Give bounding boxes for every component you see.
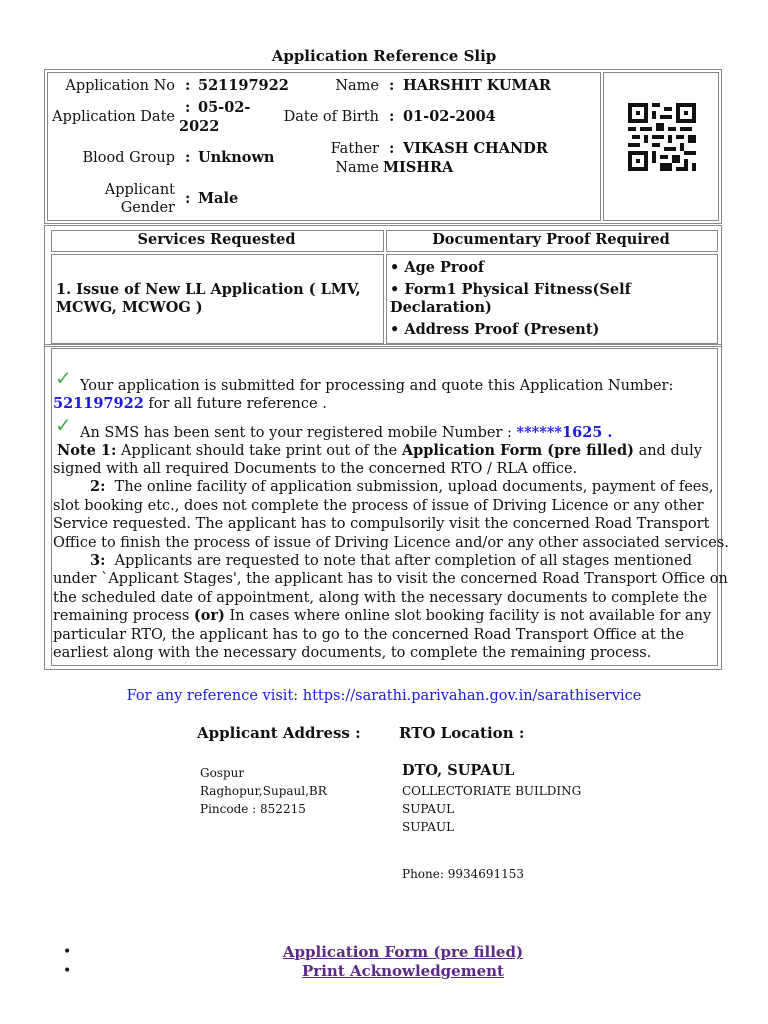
note3-text-1: Applicants are requested to note that after completion of all stages mentioned <box>114 553 693 569</box>
note2-line-4: Office to finish the process of issue of Driving Licence and/or any other associated services. <box>53 535 729 551</box>
application-form-link[interactable]: Application Form (pre filled) <box>282 943 524 961</box>
app-date-colon: : <box>185 99 191 116</box>
address-line-2: Raghopur,Supaul,BR <box>200 784 327 798</box>
app-no-label: Application No <box>65 78 175 94</box>
proof-header: Documentary Proof Required <box>432 231 670 248</box>
note2-label: 2: <box>90 478 106 495</box>
proof-form1-1: • Form1 Physical Fitness(Self <box>390 281 631 298</box>
gender-value: Male <box>198 190 239 207</box>
proof-age: • Age Proof <box>390 259 485 276</box>
note2-text-1: The online facility of application submission, upload documents, payment of fees, <box>114 479 714 495</box>
proof-form1-2: Declaration) <box>390 299 492 316</box>
app-date-value-1: 05-02- <box>198 99 251 116</box>
rto-line-2: SUPAUL <box>402 802 455 816</box>
name-label: Name <box>335 78 379 94</box>
note1-bold: Application Form (pre filled) <box>401 442 634 459</box>
print-acknowledgement-link[interactable]: Print Acknowledgement <box>302 962 504 980</box>
app-date-label: Application Date <box>52 109 175 125</box>
father-label-1: Father <box>330 141 379 157</box>
checkmark-icon: ✓ <box>55 366 72 390</box>
note1-line <box>57 442 702 460</box>
rto-line-3: SUPAUL <box>402 820 455 834</box>
dob-colon: : <box>389 108 395 125</box>
rto-line-1: COLLECTORIATE BUILDING <box>402 784 582 798</box>
service-line-1: 1. Issue of New LL Application ( LMV, <box>56 281 361 298</box>
rto-phone: Phone: 9934691153 <box>402 867 525 881</box>
name-colon: : <box>389 77 395 94</box>
name-value: HARSHIT KUMAR <box>403 77 551 94</box>
father-value-1: VIKASH CHANDR <box>403 140 548 157</box>
note2-line-3: Service requested. The applicant has to compulsorily visit the concerned Road Transport <box>53 516 710 532</box>
app-number-highlight: 521197922 <box>53 395 144 412</box>
father-label-2: Name <box>335 160 379 176</box>
service-line-2: MCWG, MCWOG ) <box>56 299 203 316</box>
gender-colon: : <box>185 190 191 207</box>
page-title: Application Reference Slip <box>271 47 497 65</box>
services-header: Services Requested <box>137 231 296 248</box>
sms-line <box>80 424 612 442</box>
father-value-2: MISHRA <box>383 159 454 176</box>
app-no-colon: : <box>185 77 191 94</box>
blood-group-label: Blood Group <box>82 150 175 166</box>
note1-line-2: signed with all required Documents to the concerned RTO / RLA office. <box>53 461 578 477</box>
note3-or: (or) <box>193 607 225 624</box>
note3-line-4 <box>53 607 711 625</box>
note3-label: 3: <box>90 552 106 569</box>
note1-text-b: and duly <box>638 443 702 459</box>
rto-name: DTO, SUPAUL <box>402 762 515 779</box>
note1-label: Note 1: <box>57 442 117 459</box>
bullet: • <box>63 963 72 979</box>
proof-address: • Address Proof (Present) <box>390 321 600 338</box>
app-no-value: 521197922 <box>198 77 289 94</box>
checkmark-icon: ✓ <box>55 413 72 437</box>
note2-line-2: slot booking etc., does not complete the process of issue of Driving Licence or any other <box>53 498 704 514</box>
dob-value: 01-02-2004 <box>403 108 496 125</box>
note2-line-1 <box>90 478 713 496</box>
gender-label-1: Applicant <box>104 182 175 198</box>
qr-code-icon <box>628 103 696 171</box>
note1-text-a: Applicant should take print out of the <box>120 443 398 459</box>
father-colon: : <box>389 140 395 157</box>
note3-text-4a: remaining process <box>53 608 190 624</box>
reference-link[interactable]: For any reference visit: https://sarathi.parivahan.gov.in/sarathiservice <box>126 688 642 704</box>
address-pincode: Pincode : 852215 <box>200 802 306 816</box>
note3-line-1 <box>90 552 692 570</box>
dob-label: Date of Birth <box>283 109 379 125</box>
blood-group-value: Unknown <box>198 149 275 166</box>
address-line-1: Gospur <box>200 766 245 780</box>
gender-label-2: Gender <box>120 200 175 216</box>
bullet: • <box>63 944 72 960</box>
note3-line-5: particular RTO, the applicant has to go to the concerned Road Transport Office at the <box>53 627 685 643</box>
blood-group-colon: : <box>185 149 191 166</box>
app-date-value-2: 2022 <box>179 118 220 135</box>
applicant-address-label: Applicant Address : <box>197 724 361 742</box>
app-number-line <box>53 395 327 413</box>
rto-location-label: RTO Location : <box>399 724 525 742</box>
future-ref-text: for all future reference . <box>148 396 327 412</box>
note3-line-6: earliest along with the necessary documents, to complete the remaining process. <box>53 645 652 661</box>
note3-line-3: the scheduled date of appointment, along with the necessary documents to complete the <box>53 590 708 606</box>
note3-line-2: under `Applicant Stages', the applicant has to visit the concerned Road Transport Office on <box>53 571 728 587</box>
note3-text-4b: In cases where online slot booking facility is not available for any <box>229 608 712 624</box>
sms-text: An SMS has been sent to your registered mobile Number : <box>80 425 512 441</box>
submitted-text: Your application is submitted for processing and quote this Application Number: <box>80 378 674 394</box>
mobile-number: ******1625 . <box>516 424 613 441</box>
